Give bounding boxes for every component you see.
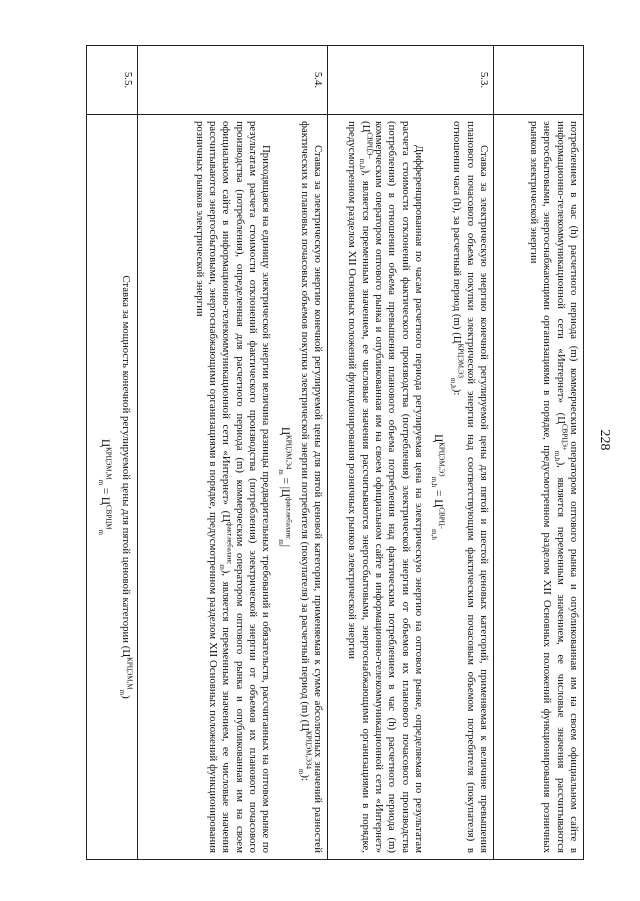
row-5-4-formula: $Ц^{КРЦЭМ,Э4}_m = |Ц^{факт.небаланс}_m|$ bbox=[277, 426, 294, 548]
row-5-5-content bbox=[87, 115, 138, 860]
row-number-cell bbox=[494, 46, 584, 115]
page-number: 228 bbox=[597, 429, 612, 451]
row-number-cell: 5.5. bbox=[87, 46, 138, 115]
row-number-cell: 5.4. bbox=[138, 46, 328, 115]
row-5-3-formula: $Ц^{КРЦЭМ,ЭЗ}_{m,h} = Ц^{СВРЦ-}_{m,h}$ bbox=[429, 434, 446, 540]
continued-paragraph: потреблением в час (h) расчетного периода (m) коммерческим оператором оптового рынка и опубликованная им на своем официальном сайте в информационно-телекоммуникационной сети «Интернет» $(Ц^{СВРЦЭ+}_{m,h})$, является переменным значением, ее числовые значения рассчитываются энергосбытовыми, энергоснабжающими организациями в порядке, предусмотренном разделом XII Основных положений функционирования розничных рынков электрической энергии bbox=[528, 121, 580, 853]
table-row-continued bbox=[494, 46, 584, 860]
table-row-5-5 bbox=[87, 46, 138, 860]
row-number-cell: 5.3. bbox=[328, 46, 494, 115]
row-5-4-intro: Ставка за электрическую энергию конечной регулируемой цены для пятой ценовой категории, применяемая к сумме абсолютных значений разностей фактических и плановых почасовых объемов покупки электрической энергии потребителя (покупателя) за расчетный период (m) $(Ц^{КРЦЭМ,ЭЗ4}_m)$: bbox=[296, 121, 324, 853]
row-5-4-description: Приходящаяся на единицу электрической энергии величина разницы предварительных требований и обязательств, рассчитанных на оптовом рынке по результатам расчета стоимости отклонений фактического производства (потребления) электрической энергии от объемов их планового почасового производства (потребления), определенная для расчетного периода (m) коммерческим оператором оптового рынка и опубликованная им на своем официальном сайте в информационно-телекоммуникационной сети «Интернет» $(Ц^{факт.небаланс}_m)$, является переменным значением, ее числовые значения рассчитываются энергосбытовыми, энергоснабжающими организациями в порядке, предусмотренном разделом XII Основных положений функционирования розничных рынков электрической энергии bbox=[193, 121, 273, 853]
document-table-rotated bbox=[71, 45, 584, 860]
row-5-4-content bbox=[138, 115, 328, 860]
row-5-3-intro: Ставка за электрическую энергию конечной регулируемой цены для пятой и шестой ценовых категорий, применяемая к величине превышения планового почасового объема покупки электрической энергии над соответствующим фактическим почасовым объемом потребителя (покупателя) в отношении часа (h), за расчетный период (m) $(Ц^{КРЦЭМ,ЭЗ}_{m,h})$: bbox=[449, 121, 490, 853]
tariff-table bbox=[86, 45, 584, 860]
row-5-3-content bbox=[328, 115, 494, 860]
row-continued-text bbox=[494, 115, 584, 860]
row-5-3-description: Дифференцированная по часам расчетного периода регулируемая цена на электрическую энергию на оптовом рынке, определяемая по результатам расчета стоимости отклонений фактического производства (потребления) электрической энергии от объемов их планового почасового производства (потребления) в отношении объема превышения планового объема потребления над фактическим потреблением в час (h) расчетного периода (m) коммерческим оператором оптового рынка и опубликованная им на своем официальном сайте в информационно-телекоммуникационной сети «Интернет» $(Ц^{СВРЦЭ-}_{m,h})$, является переменным значением, ее числовые значения рассчитываются энергосбытовыми, энергоснабжающими организациями в порядке, предусмотренном разделом XII Основных положений функционирования розничных рынков электрической энергии bbox=[346, 121, 425, 853]
row-5-5-formula: $Ц^{КРЦЭМ,М}_m = Ц^{СВРЦМ}_m$ bbox=[96, 439, 113, 535]
table-row-5-3 bbox=[328, 46, 494, 860]
table-row-5-4 bbox=[138, 46, 328, 860]
row-5-5-title: Ставка за мощность конечной регулируемой цены для пятой ценовой категории $(Ц^{КРЦЭМ,М}_m)$ bbox=[117, 275, 134, 699]
